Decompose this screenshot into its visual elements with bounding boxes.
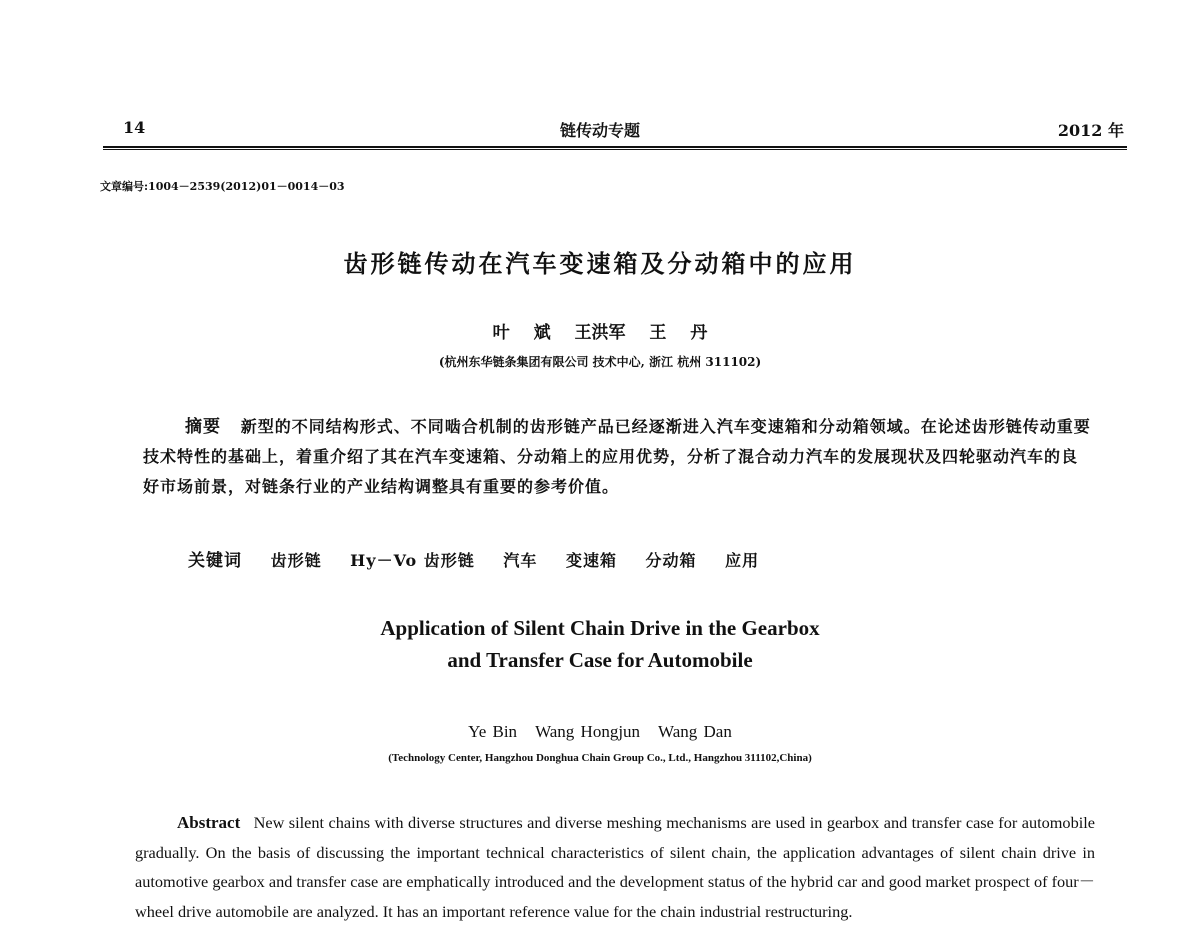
author-english: Wang Hongjun bbox=[535, 722, 641, 741]
abstract-chinese-label: 摘要 bbox=[185, 417, 221, 437]
title-english-line-2: and Transfer Case for Automobile bbox=[447, 648, 753, 672]
title-english-line-1: Application of Silent Chain Drive in the Gearbox bbox=[380, 616, 820, 640]
affiliation-chinese: (杭州东华链条集团有限公司 技术中心, 浙江 杭州 311102) bbox=[438, 355, 762, 369]
keyword-item: 分动箱 bbox=[645, 551, 697, 570]
abstract-chinese bbox=[143, 412, 1093, 502]
keyword-item: 汽车 bbox=[503, 551, 538, 570]
keyword-item: 应用 bbox=[725, 551, 760, 570]
authors-chinese: 叶 斌 王洪军 王 丹 bbox=[492, 323, 708, 343]
page-number: 14 bbox=[123, 118, 146, 137]
header-rule bbox=[103, 146, 1127, 150]
title-english bbox=[0, 612, 1200, 676]
running-year: 2012 年 bbox=[1057, 121, 1124, 140]
article-number: 文章编号:1004－2539(2012)01－0014－03 bbox=[100, 180, 345, 193]
abstract-english-text: New silent chains with diverse structures and diverse meshing mechanisms are used in gearbox and transfer case for automobile gradually. On the basis of discussing the important technical characteristics of silent chain, the application advantages of silent chain drive in automotive gearbox and transfer case are emphatically introduced and the development status of the hybrid car and good market prospect of four－wheel drive automobile are analyzed. It has an important reference value for the chain industrial restructuring. bbox=[135, 813, 1095, 921]
running-title: 链传动专题 bbox=[559, 121, 640, 140]
keywords-chinese-label: 关键词 bbox=[188, 551, 242, 571]
abstract-chinese-text: 新型的不同结构形式、不同啮合机制的齿形链产品已经逐渐进入汽车变速箱和分动箱领域。在论述齿形链传动重要技术特性的基础上，着重介绍了其在汽车变速箱、分动箱上的应用优势，分析了混合动力汽车的发展现状及四轮驱动汽车的良好市场前景，对链条行业的产业结构调整具有重要的参考价值。 bbox=[143, 417, 1091, 496]
title-chinese: 齿形链传动在汽车变速箱及分动箱中的应用 bbox=[343, 250, 857, 278]
author-english: Wang Dan bbox=[658, 722, 732, 741]
keywords-chinese bbox=[188, 546, 1138, 571]
abstract-english bbox=[135, 808, 1095, 926]
author-english: Ye Bin bbox=[468, 722, 518, 741]
keyword-item: 变速箱 bbox=[565, 551, 617, 570]
affiliation-english: (Technology Center, Hangzhou Donghua Chain Group Co., Ltd., Hangzhou 311102,China) bbox=[388, 752, 812, 764]
abstract-english-label: Abstract bbox=[177, 813, 241, 832]
keyword-item: Hy－Vo 齿形链 bbox=[350, 551, 475, 570]
authors-english bbox=[0, 722, 1200, 742]
keyword-item: 齿形链 bbox=[270, 551, 322, 570]
